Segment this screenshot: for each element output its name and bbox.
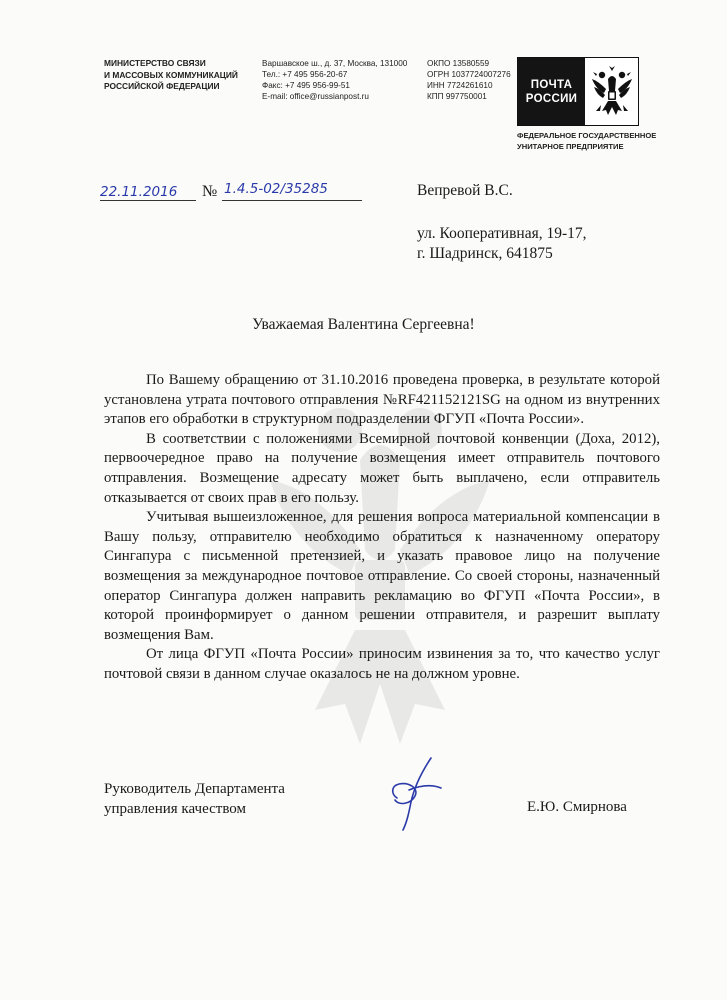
addressee-name: Вепревой В.С. xyxy=(417,182,513,199)
greeting: Уважаемая Валентина Сергеевна! xyxy=(252,316,475,333)
okpo-line: ОКПО 13580559 xyxy=(427,59,490,68)
phone-line: Тел.: +7 495 956-20-67 xyxy=(262,70,348,79)
date-underline xyxy=(100,200,196,201)
addressee-block xyxy=(417,181,587,264)
address-block xyxy=(262,58,422,102)
letter-body xyxy=(104,371,660,685)
ministry-line: МИНИСТЕРСТВО СВЯЗИ xyxy=(104,58,206,68)
body-paragraph: По Вашему обращению от 31.10.2016 проведена проверка, в результате которой установлена утрата почтового отправления №RF421152121SG на одном из внутренних этапов его обработки в структурном подразделении ФГУП «Почта России». xyxy=(104,372,660,428)
email-line: E-mail: office@russianpost.ru xyxy=(262,92,369,101)
handwritten-signature-icon xyxy=(385,754,445,834)
fgup-line: ФЕДЕРАЛЬНОЕ ГОСУДАРСТВЕННОЕ xyxy=(517,131,657,140)
ministry-line: РОССИЙСКОЙ ФЕДЕРАЦИИ xyxy=(104,81,220,91)
body-paragraph: Учитывая вышеизложенное, для решения вопроса материальной компенсации в Вашу пользу, отправителю необходимо обратиться к назначенному оператору Сингапура с письменной претензией, и указать правовое лицо на получение возмещения за международное почтовое отправление. Со своей стороны, назначенный оператор Сингапура должен направить рекламацию во ФГУП «Почта России», в которой проинформирует о данном решении отправителя, и разрешит выплату возмещения Вам. xyxy=(104,509,660,643)
ministry-line: И МАССОВЫХ КОММУНИКАЦИЙ xyxy=(104,69,238,80)
logo-line: РОССИИ xyxy=(525,92,578,105)
pochta-rossii-logo xyxy=(517,57,639,126)
kpp-line: КПП 997750001 xyxy=(427,92,487,101)
fgup-line: УНИТАРНОЕ ПРЕДПРИЯТИЕ xyxy=(517,142,624,151)
signatory-title-line: управления качеством xyxy=(104,801,247,817)
number-underline xyxy=(222,200,362,201)
registration-date: 22.11.2016 xyxy=(100,184,178,200)
ogrn-line: ОГРН 1037724007276 xyxy=(427,70,511,79)
inn-line: ИНН 7724261610 xyxy=(427,81,493,90)
fgup-caption xyxy=(517,130,656,152)
double-headed-eagle-icon xyxy=(588,61,636,121)
fax-line: Факс: +7 495 956-99-51 xyxy=(262,81,350,90)
codes-block xyxy=(427,58,513,102)
ministry-block xyxy=(104,58,264,93)
logo-line: ПОЧТА xyxy=(530,78,573,91)
address-line: Варшавское ш., д. 37, Москва, 131000 xyxy=(262,59,408,68)
addressee-street: ул. Кооперативная, 19-17, xyxy=(417,225,587,242)
number-sign: № xyxy=(202,183,218,200)
body-paragraph: В соответствии с положениями Всемирной почтовой конвенции (Доха, 2012), первоочередное право на получение возмещения имеет отправитель почтового отправления. Возмещение адресату может быть выплачено, если отправитель отказывается от своих прав в его пользу. xyxy=(104,430,660,506)
registration-number: 1.4.5-02/35285 xyxy=(224,181,328,197)
addressee-city: г. Шадринск, 641875 xyxy=(417,245,553,262)
signatory-name: Е.Ю. Смирнова xyxy=(527,799,627,815)
signatory-title-line: Руководитель Департамента xyxy=(104,781,285,797)
signatory-title xyxy=(104,779,285,819)
registration-line xyxy=(100,178,380,208)
body-paragraph: От лица ФГУП «Почта России» приносим извинения за то, что качество услуг почтовой связи в данном случае оказалось не на должном уровне. xyxy=(104,646,660,682)
logo-text xyxy=(518,58,585,125)
